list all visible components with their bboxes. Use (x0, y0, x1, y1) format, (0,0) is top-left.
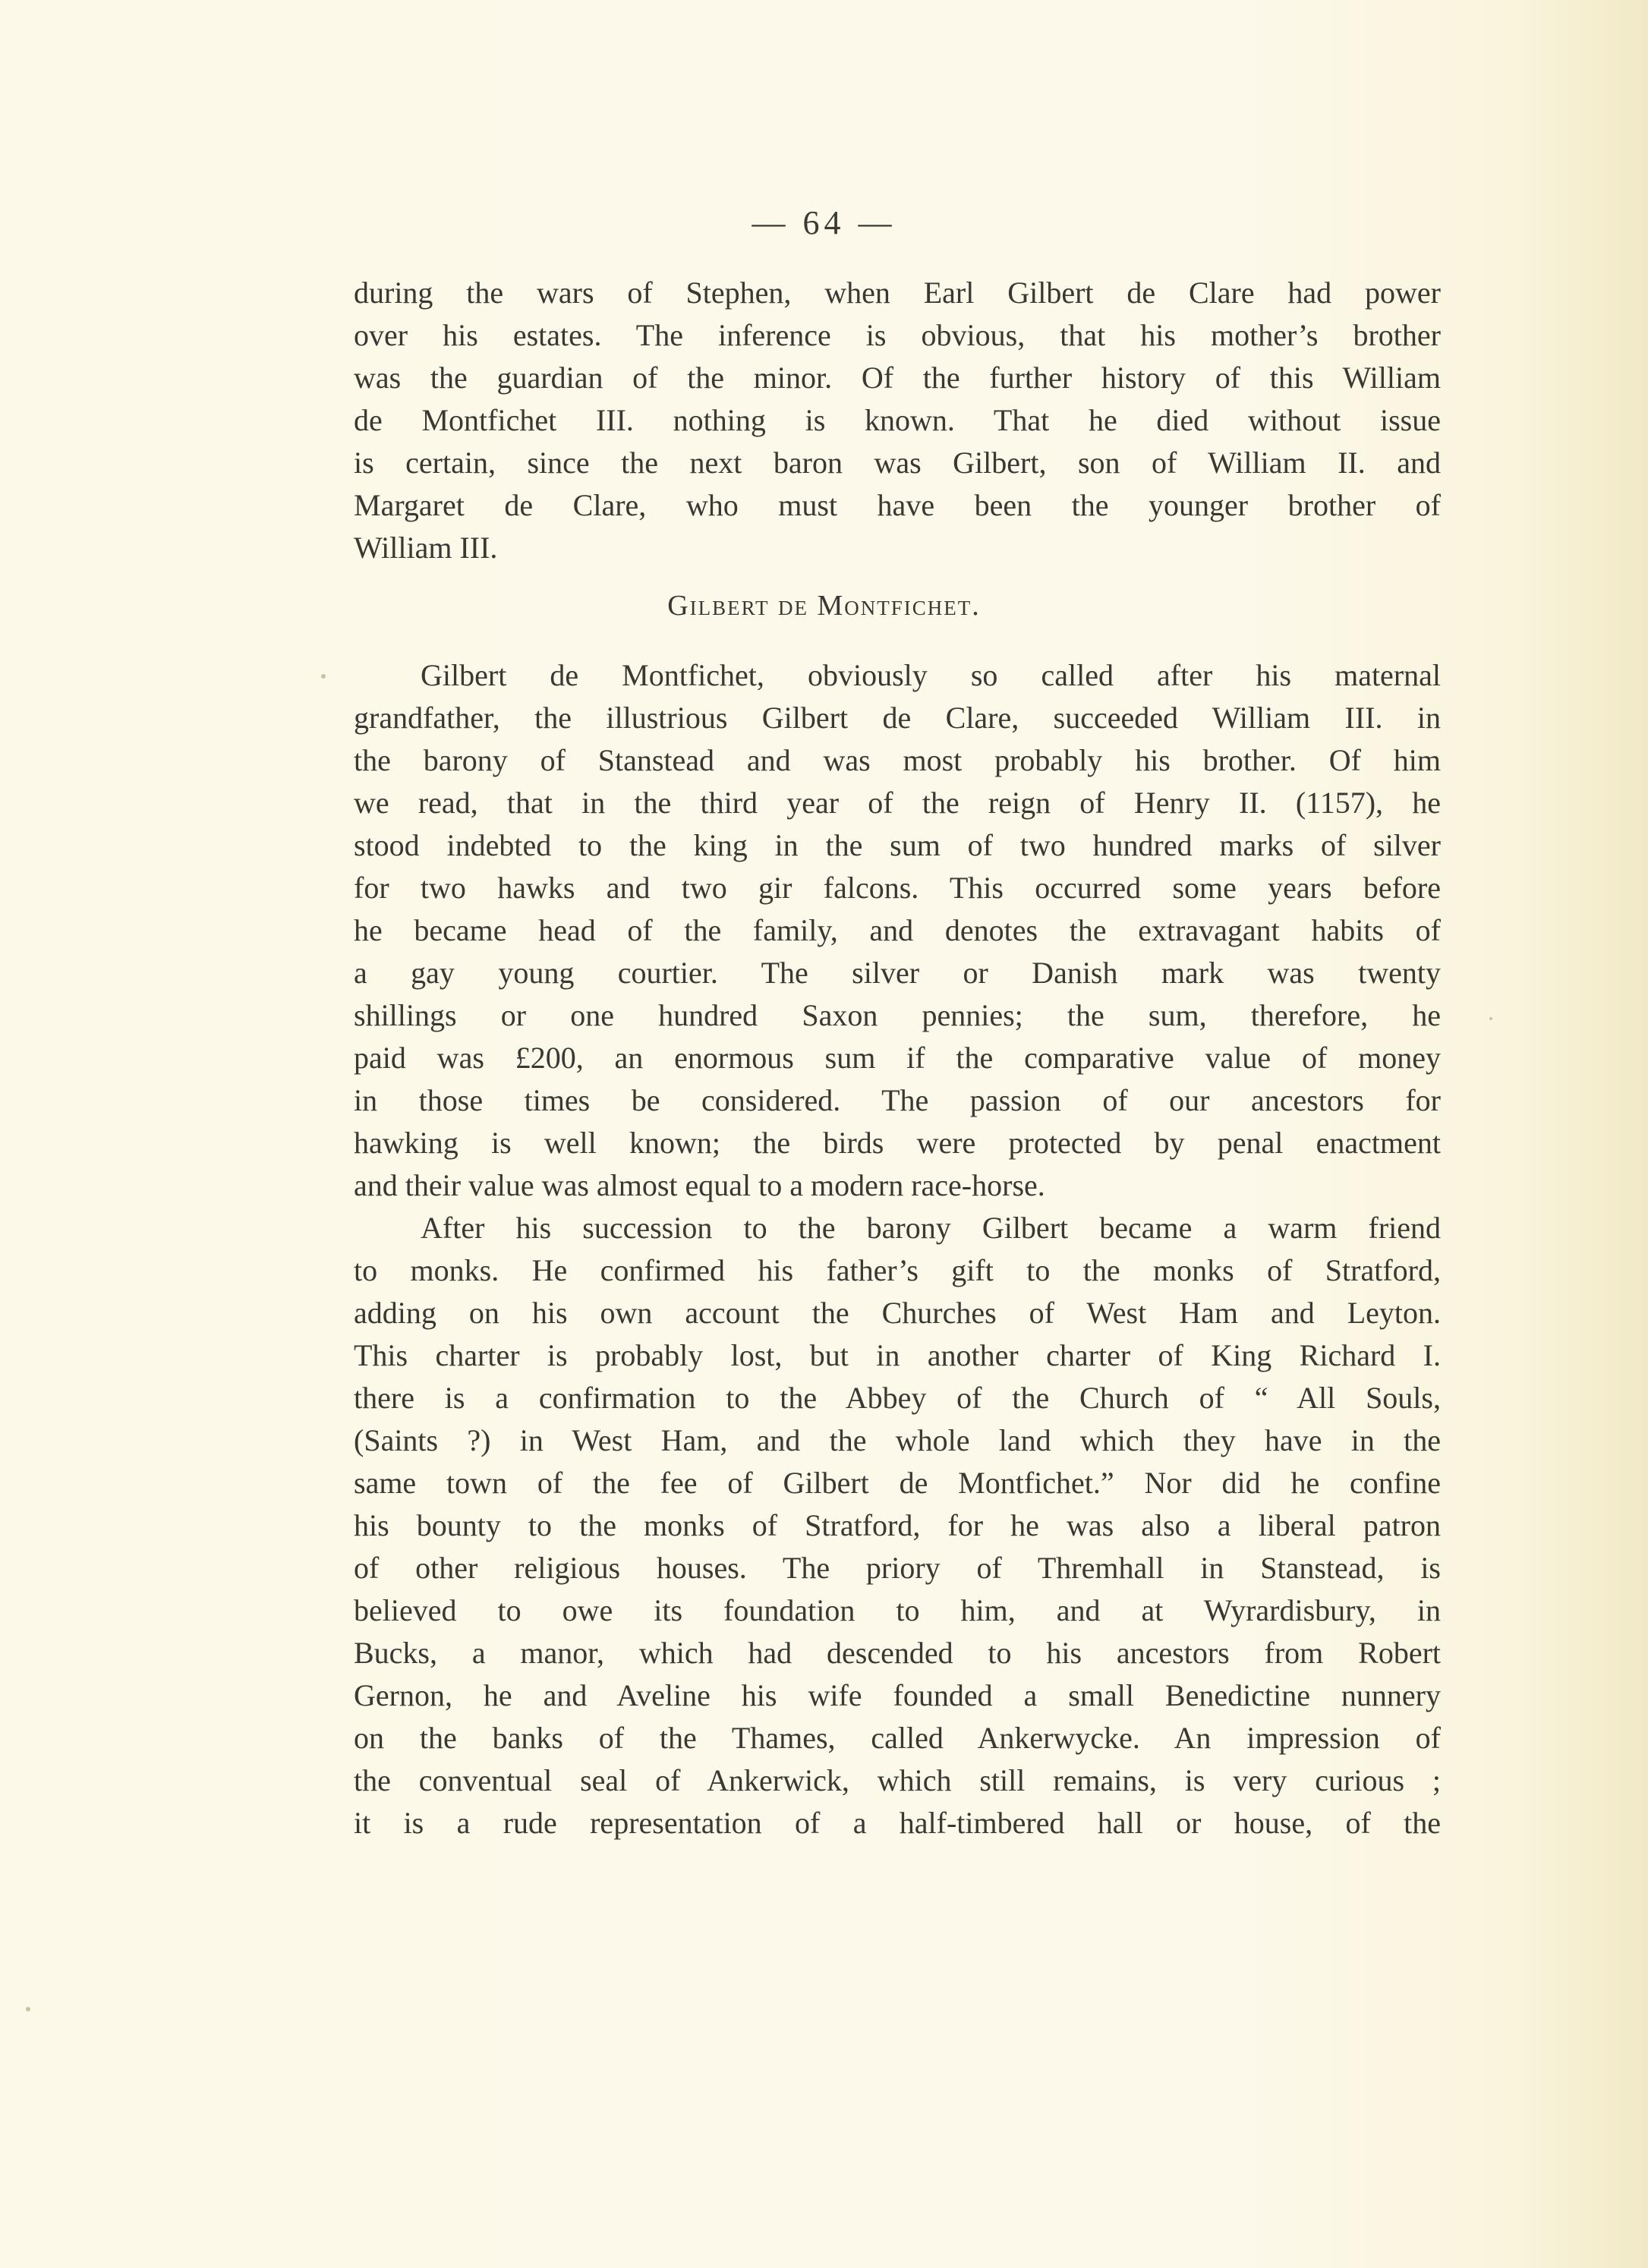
text-line: over his estates. The inference is obvious, that his mother’s brother (354, 318, 1441, 352)
text-line: Gilbert de Montfichet, obviously so called after his maternal (421, 658, 1441, 692)
text-line: Bucks, a manor, which had descended to his ancestors from Robert (354, 1636, 1441, 1670)
text-line: shillings or one hundred Saxon pennies; the sum, therefore, he (354, 998, 1441, 1032)
text-line: hawking is well known; the birds were protected by penal enactment (354, 1126, 1441, 1160)
text-line: After his succession to the barony Gilbert became a warm friend (421, 1211, 1441, 1245)
text-line: was the guardian of the minor. Of the further history of this William (354, 361, 1441, 395)
text-line: the barony of Stanstead and was most probably his brother. Of him (354, 743, 1441, 777)
text-line: adding on his own account the Churches of West Ham and Leyton. (354, 1296, 1441, 1330)
text-line: believed to owe its foundation to him, and at Wyrardisbury, in (354, 1593, 1441, 1627)
text-line: same town of the fee of Gilbert de Montfichet.” Nor did he confine (354, 1466, 1441, 1500)
text-line: in those times be considered. The passion of our ancestors for (354, 1083, 1441, 1117)
text-line: William III. (354, 531, 498, 565)
text-line: to monks. He confirmed his father’s gift to the monks of Stratford, (354, 1253, 1441, 1287)
text-line: paid was £200, an enormous sum if the comparative value of money (354, 1041, 1441, 1075)
paper-speck (26, 2007, 30, 2011)
text-line: of other religious houses. The priory of Thremhall in Stanstead, is (354, 1551, 1441, 1585)
text-line: a gay young courtier. The silver or Danish mark was twenty (354, 956, 1441, 990)
text-line: the conventual seal of Ankerwick, which still remains, is very curious ; (354, 1763, 1441, 1797)
text-line: Margaret de Clare, who must have been the younger brother of (354, 488, 1441, 522)
text-line: there is a confirmation to the Abbey of the Church of “ All Souls, (354, 1381, 1441, 1415)
text-line: for two hawks and two gir falcons. This occurred some years before (354, 871, 1441, 905)
paper-speck (1489, 1017, 1492, 1020)
text-line: This charter is probably lost, but in another charter of King Richard I. (354, 1338, 1441, 1372)
paragraph-body (354, 654, 1441, 1844)
text-line: and their value was almost equal to a modern race-horse. (354, 1168, 1045, 1202)
text-line: (Saints ?) in West Ham, and the whole land which they have in the (354, 1423, 1441, 1457)
text-line: is certain, since the next baron was Gilbert, son of William II. and (354, 446, 1441, 480)
text-line: he became head of the family, and denotes the extravagant habits of (354, 913, 1441, 947)
text-line: his bounty to the monks of Stratford, for he was also a liberal patron (354, 1508, 1441, 1542)
text-line: de Montfichet III. nothing is known. That he died without issue (354, 403, 1441, 437)
text-line: during the wars of Stephen, when Earl Gilbert de Clare had power (354, 276, 1441, 310)
text-line: stood indebted to the king in the sum of two hundred marks of silver (354, 828, 1441, 862)
section-heading: Gilbert de Montfichet. (667, 590, 981, 622)
text-line: on the banks of the Thames, called Ankerwycke. An impression of (354, 1721, 1441, 1755)
page-number: — 64 — (752, 204, 896, 241)
text-line: grandfather, the illustrious Gilbert de Clare, succeeded William III. in (354, 701, 1441, 735)
text-line: we read, that in the third year of the reign of Henry II. (1157), he (354, 786, 1441, 820)
text-line: it is a rude representation of a half-timbered hall or house, of the (354, 1806, 1441, 1840)
paragraph-continuation (354, 272, 1441, 569)
text-line: Gernon, he and Aveline his wife founded a small Benedictine nunnery (354, 1678, 1441, 1712)
paper-speck (321, 674, 326, 679)
